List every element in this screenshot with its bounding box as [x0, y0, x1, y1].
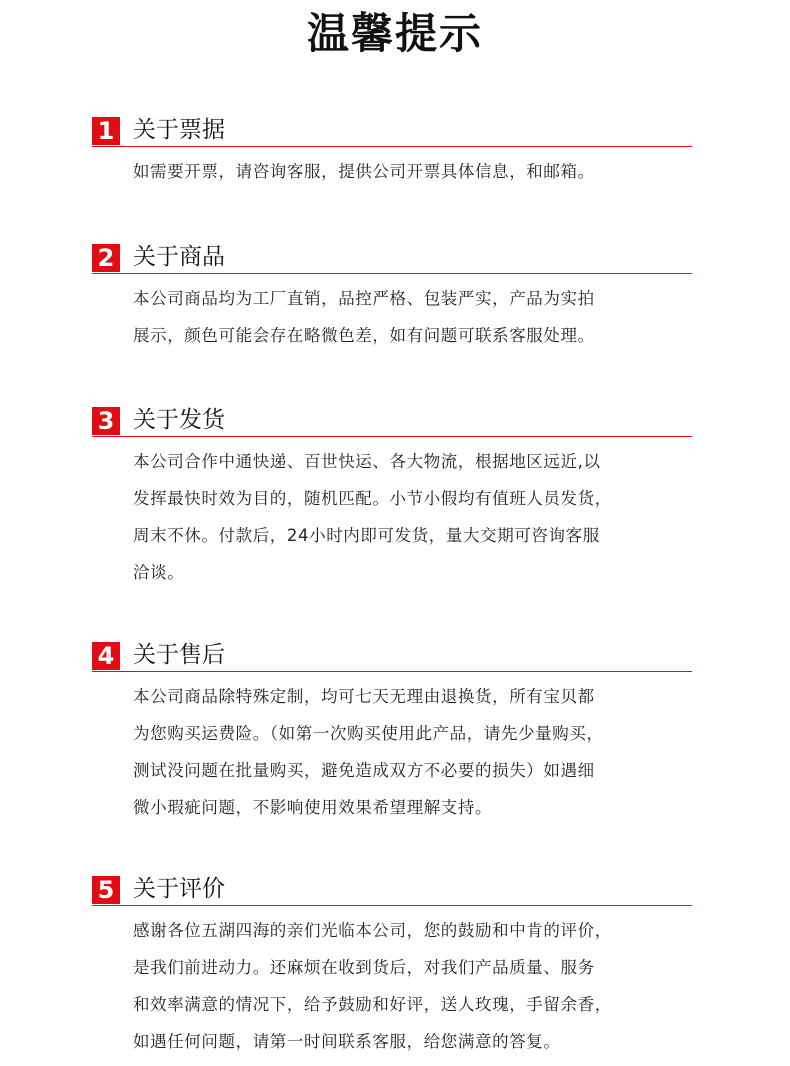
section-invoice	[92, 117, 692, 190]
page-title: 温馨提示	[306, 9, 483, 58]
section-body: 本公司合作中通快递、百世快运、各大物流，根据地区远近,以 发挥最快时效为目的，随机匹配。小节小假均有值班人员发货， 周末不休。付款后，24小时内即可发货，量大交期可咨询客服 洽谈。	[133, 452, 612, 582]
section-header	[92, 244, 692, 274]
section-divider	[92, 905, 692, 906]
section-title: 关于售后	[133, 642, 225, 668]
section-number-badge: 3	[92, 407, 120, 435]
section-number-badge: 4	[92, 642, 120, 670]
section-title: 关于评价	[133, 876, 225, 902]
section-title: 关于商品	[133, 244, 225, 270]
section-body: 本公司商品均为工厂直销，品控严格、包装严实，产品为实拍 展示，颜色可能会存在略微色差，如有问题可联系客服处理。	[133, 289, 595, 345]
section-after-sales	[92, 642, 692, 826]
section-number-badge: 1	[92, 117, 120, 145]
section-divider	[92, 146, 692, 147]
section-products	[92, 244, 692, 354]
section-header	[92, 117, 692, 147]
section-body: 本公司商品除特殊定制，均可七天无理由退换货，所有宝贝都 为您购买运费险。（如第一次购买使用此产品，请先少量购买， 测试没问题在批量购买，避免造成双方不必要的损失）如遇细 微小瑕疵问题，不影响使用效果希望理解支持。	[133, 687, 604, 817]
section-number-badge: 5	[92, 876, 120, 904]
section-header	[92, 642, 692, 672]
section-divider	[92, 671, 692, 672]
section-body: 如需要开票，请咨询客服，提供公司开票具体信息，和邮箱。	[133, 162, 595, 181]
section-shipping	[92, 407, 692, 591]
section-title: 关于票据	[133, 117, 225, 143]
section-header	[92, 876, 692, 906]
section-divider	[92, 273, 692, 274]
section-title: 关于发货	[133, 407, 225, 433]
section-divider	[92, 436, 692, 437]
section-body: 感谢各位五湖四海的亲们光临本公司，您的鼓励和中肯的评价， 是我们前进动力。还麻烦在收到货后，对我们产品质量、服务 和效率满意的情况下，给予鼓励和好评，送人玫瑰，手留余香， 如遇任何问题，请第一时间联系客服，给您满意的答复。	[133, 921, 612, 1051]
section-reviews	[92, 876, 692, 1060]
section-number-badge: 2	[92, 244, 120, 272]
section-header	[92, 407, 692, 437]
